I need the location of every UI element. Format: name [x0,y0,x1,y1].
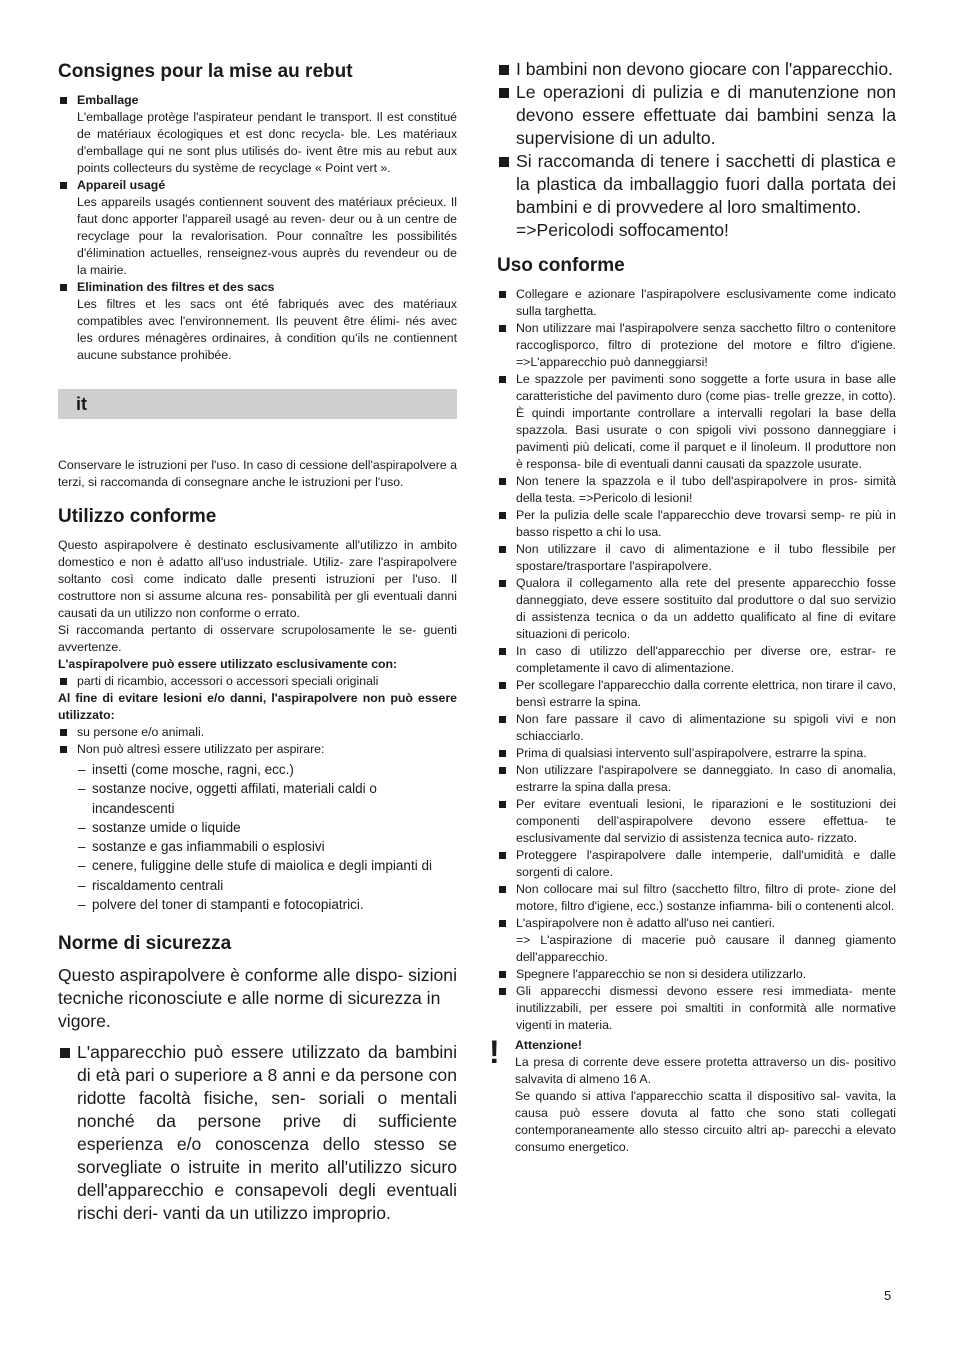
list-item: Per evitare eventuali lesioni, le riparazioni e le sostituzioni dei componenti dell’aspirapolvere devono essere effettua- te esclusivamente dal servizio di assistenza tecnica auto- rizzato. [497,796,896,847]
list-item: Collegare e azionare l'aspirapolvere esclusivamente come indicato sulla targhetta. [497,286,896,320]
list-item: Qualora il collegamento alla rete del presente apparecchio fosse danneggiato, deve essere sostituito dal produttore o dal suo servizio di assistenza tecnica o da un addetto qualificato al fine di evitare situazioni di pericolo. [497,575,896,643]
list-item: Non fare passare il cavo di alimentazione su spigoli vivi e non schiacciarlo. [497,711,896,745]
item-heading: Emballage [77,93,139,107]
list-item: Le spazzole per pavimenti sono soggette a forte usura in base alle caratteristiche del pavimento duro (come pias- trelle grezze, in cotto). È quindi importante controllare a intervalli regolari la base della spazzola. Basi usurate o con spigoli vivi possono danneggiare i pavimenti più delicati, come il parquet e il linoleum. Il produttore non è responsa- bile di eventuali danni causati da spazzole usurate. [497,371,896,473]
norme-body [58,964,457,1225]
section-title-norme: Norme di sicurezza [58,933,232,955]
dash-item: – riscaldamento centrali [58,876,457,895]
section-title-uso: Uso conforme [497,255,625,276]
bold-paragraph: Al fine di evitare lesioni e/o danni, l'aspirapolvere non può essere utilizzato: [58,691,457,722]
list-item: L'apparecchio può essere utilizzato da bambini di età pari o superiore a 8 anni e da persone con ridotte facoltà fisiche, sen- soriali o mentali nonché da persone prive di sufficiente esperienza e/o conoscenza dello stesso se sorvegliate o istruite in merito all'utilizzo sicuro dell'apparecchio e consapevoli degli eventuali rischi deri- vanti da un utilizzo improprio. [58,1041,457,1225]
paragraph: Se quando si attiva l'apparecchio scatta il dispositivo sal- vavita, la causa può essere dovuta al fatto che sono stati collegati contemporaneamente allo stesso circuito altri ap- parecchi a elevato consumo energetico. [515,1089,896,1154]
utilizzo-body [58,537,457,758]
list-item: su persone e/o animali. [58,724,457,741]
list-item: In caso di utilizzo dell'apparecchio per diverse ore, estrar- re completamente il cavo di alimentazione. [497,643,896,677]
section-title-utilizzo: Utilizzo conforme [58,506,217,527]
item-text: Les filtres et les sacs ont été fabriqués avec des matériaux compatibles avec l'environnement. Ils peuvent être élimi- nés avec les ordures ménagères ordinaires, à condition qu'ils ne contiennent aucune substance prohibée. [77,297,457,362]
list-item: I bambini non devono giocare con l'apparecchio. [497,58,896,81]
paragraph: Questo aspirapolvere è conforme alle dispo- sizioni tecniche riconosciute e alle norme di sicurezza in vigore. [58,965,457,1032]
uso-list [497,286,896,1034]
rebut-list [58,92,457,364]
dash-item: – cenere, fuliggine delle stufe di maiolica e degli impianti di [58,856,457,875]
dash-item: – sostanze umide o liquide [58,818,457,837]
list-item: Proteggere l'aspirapolvere dalle intemperie, dall'umidità e dalle sorgenti di calore. [497,847,896,881]
list-item: Spegnere l'apparecchio se non si desidera utilizzarlo. [497,966,896,983]
dash-item: – sostanze nocive, oggetti affilati, materiali caldi o incandescenti [58,779,457,818]
attention-title: Attenzione! [515,1038,582,1052]
dash-list [58,760,457,914]
dash-item: – insetti (come mosche, ragni, ecc.) [58,760,457,779]
dash-item: – polvere del toner di stampanti e fotocopiatrici. [58,895,457,914]
page-number: 5 [884,1288,892,1303]
children-warnings [497,58,896,242]
list-item [58,177,457,279]
language-band: it [58,389,457,419]
bold-paragraph: L'aspirapolvere può essere utilizzato esclusivamente con: [58,657,398,671]
list-item [58,92,457,177]
attention-box [489,1034,896,1156]
list-item [58,279,457,364]
list-item: Si raccomanda di tenere i sacchetti di plastica e la plastica da imballaggio fuori dalla portata dei bambini e di provvedere al loro smaltimento. [497,150,896,219]
section-title-rebut: Consignes pour la mise au rebut [58,61,353,82]
list-item: Le operazioni di pulizia e di manutenzione non devono essere effettuate dai bambini senza la supervisione di un adulto. [497,81,896,150]
item-text: Les appareils usagés contiennent souvent des matériaux précieux. Il faut donc apporter l'appareil usagé au reven- deur ou à un centre de recyclage pour la revalorisation. Pour connaître les possibilités d'élimination actuelles, renseignez-vous auprès du revendeur ou de la mairie. [77,195,457,277]
list-item: Non utilizzare il cavo di alimentazione e il tubo flessibile per spostare/trasportare l'aspirapolvere. [497,541,896,575]
left-column [58,58,457,1225]
paragraph: Si raccomanda pertanto di osservare scrupolosamente le se- guenti avvertenze. [58,623,457,654]
list-item: Non collocare mai sul filtro (sacchetto filtro, filtro di prote- zione del motore, filtro d'igiene, ecc.) sostanze infiamma- bili o contenenti alcol. [497,881,896,915]
paragraph: Questo aspirapolvere è destinato esclusivamente all'utilizzo in ambito domestico e non è adatto all'uso industriale. Utiliz- zare l'aspirapolvere soltanto così come indicato dalle presenti istruzioni per l'uso. Il costruttore non si assume alcuna res- ponsabilità per gli eventuali danni causati da un utilizzo non conforme o errato. [58,538,457,620]
intro-text [58,457,457,491]
list-item: Per scollegare l'apparecchio dalla corrente elettrica, non tirare il cavo, bensì estrarre la spina. [497,677,896,711]
list-item: Non può altresì essere utilizzato per aspirare: [58,741,457,758]
list-item: Prima di qualsiasi intervento sull’aspirapolvere, estrarre la spina. [497,745,896,762]
list-item: Non tenere la spazzola e il tubo dell'aspirapolvere in pros- simità della testa. =>Pericolo di lesioni! [497,473,896,507]
item-heading: Appareil usagé [77,178,166,192]
paragraph: La presa di corrente deve essere protetta attraverso un dis- positivo salvavita di almeno 16 A. [515,1055,896,1086]
exclamation-icon: ! [489,1034,500,1070]
intro-paragraph: Conservare le istruzioni per l'uso. In caso di cessione dell'aspirapolvere a terzi, si raccomanda di consegnare anche le istruzioni per l'uso. [58,458,457,489]
warning-note: => L'aspirazione di macerie può causare il danneg giamento dell'apparecchio. [516,933,896,964]
dash-item: – sostanze e gas infiammabili o esplosivi [58,837,457,856]
warning-note: =>Pericolodi soffocamento! [516,220,729,240]
list-item: L'aspirapolvere non è adatto all'uso nei cantieri. [497,915,896,932]
list-item: Gli apparecchi dismessi devono essere resi immediata- mente inutilizzabili, per essere poi smaltiti in conformità alle normative vigenti in materia. [497,983,896,1034]
list-item: Non utilizzare l'aspirapolvere se danneggiato. In caso di anomalia, estrarre la spina dalla presa. [497,762,896,796]
list-item: Non utilizzare mai l'aspirapolvere senza sacchetto filtro o contenitore raccoglisporco, filtro di protezione del motore e filtro d'igiene. =>L'apparecchio può danneggiarsi! [497,320,896,371]
list-item: parti di ricambio, accessori o accessori speciali originali [58,673,457,690]
list-item: Per la pulizia delle scale l'apparecchio deve trovarsi semp- re più in basso rispetto a chi lo usa. [497,507,896,541]
right-column [489,58,896,1156]
item-text: L'emballage protège l'aspirateur pendant le transport. Il est constitué de matériaux écologiques et est donc recycla- ble. Les matériaux d'emballage qui ne sont plus utilisés do- ivent être mis au rebut aux points collecteurs du système de recyclage « Point vert ». [77,110,457,175]
item-heading: Elimination des filtres et des sacs [77,280,275,294]
